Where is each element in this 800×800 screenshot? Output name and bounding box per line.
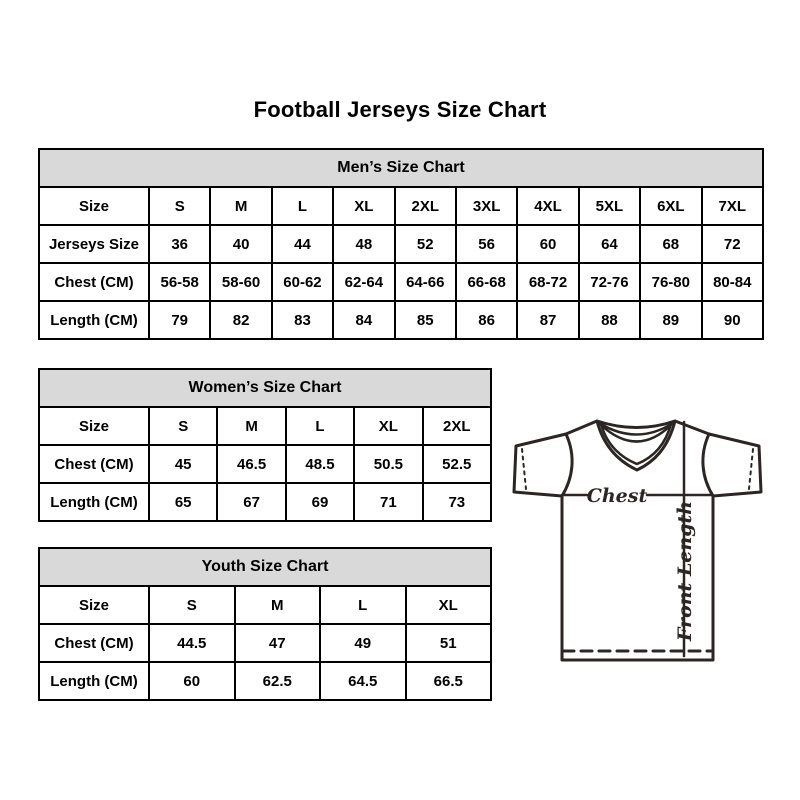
youth-cell: 64.5 xyxy=(320,662,406,700)
mens-cell: 5XL xyxy=(579,187,640,225)
womens-cell: 48.5 xyxy=(286,445,354,483)
mens-cell: 85 xyxy=(395,301,456,339)
mens-cell: 88 xyxy=(579,301,640,339)
womens-table-row xyxy=(39,407,491,445)
youth-cell: L xyxy=(320,586,406,624)
mens-table-row xyxy=(39,263,763,301)
mens-cell: 68 xyxy=(640,225,701,263)
youth-cell: S xyxy=(149,586,235,624)
mens-cell: 60-62 xyxy=(272,263,333,301)
youth-row-label: Size xyxy=(39,586,149,624)
youth-row-label: Length (CM) xyxy=(39,662,149,700)
mens-cell: XL xyxy=(333,187,394,225)
mens-cell: 64 xyxy=(579,225,640,263)
mens-cell: 79 xyxy=(149,301,210,339)
mens-cell: L xyxy=(272,187,333,225)
mens-cell: 6XL xyxy=(640,187,701,225)
womens-table-row xyxy=(39,483,491,521)
mens-row-label: Length (CM) xyxy=(39,301,149,339)
mens-cell: 60 xyxy=(517,225,578,263)
womens-cell: 71 xyxy=(354,483,422,521)
womens-table-row xyxy=(39,445,491,483)
youth-cell: 60 xyxy=(149,662,235,700)
mens-cell: 89 xyxy=(640,301,701,339)
youth-cell: 66.5 xyxy=(406,662,492,700)
youth-cell: 51 xyxy=(406,624,492,662)
youth-size-table xyxy=(38,547,492,701)
mens-cell: 84 xyxy=(333,301,394,339)
mens-cell: 68-72 xyxy=(517,263,578,301)
mens-cell: 76-80 xyxy=(640,263,701,301)
womens-cell: 65 xyxy=(149,483,217,521)
mens-cell: 3XL xyxy=(456,187,517,225)
womens-cell: XL xyxy=(354,407,422,445)
jersey-measurement-diagram xyxy=(500,408,770,670)
mens-cell: 36 xyxy=(149,225,210,263)
youth-table-row xyxy=(39,662,491,700)
youth-cell: 49 xyxy=(320,624,406,662)
mens-table-row xyxy=(39,301,763,339)
mens-cell: 62-64 xyxy=(333,263,394,301)
mens-table-row xyxy=(39,225,763,263)
womens-cell: 46.5 xyxy=(217,445,285,483)
womens-cell: 50.5 xyxy=(354,445,422,483)
womens-cell: 69 xyxy=(286,483,354,521)
mens-row-label: Size xyxy=(39,187,149,225)
mens-cell: 4XL xyxy=(517,187,578,225)
chest-label: Chest xyxy=(586,485,648,507)
mens-cell: 58-60 xyxy=(210,263,271,301)
mens-cell: 66-68 xyxy=(456,263,517,301)
youth-cell: 44.5 xyxy=(149,624,235,662)
mens-cell: 56-58 xyxy=(149,263,210,301)
mens-size-table xyxy=(38,148,764,340)
mens-row-label: Jerseys Size xyxy=(39,225,149,263)
youth-cell: 62.5 xyxy=(235,662,321,700)
womens-cell: 45 xyxy=(149,445,217,483)
mens-cell: 48 xyxy=(333,225,394,263)
womens-cell: S xyxy=(149,407,217,445)
mens-cell: 7XL xyxy=(702,187,763,225)
page-title: Football Jerseys Size Chart xyxy=(253,97,547,122)
womens-row-label: Size xyxy=(39,407,149,445)
mens-cell: 83 xyxy=(272,301,333,339)
mens-cell: 40 xyxy=(210,225,271,263)
womens-table-title: Women’s Size Chart xyxy=(39,369,491,407)
mens-cell: 86 xyxy=(456,301,517,339)
mens-row-label: Chest (CM) xyxy=(39,263,149,301)
mens-cell: S xyxy=(149,187,210,225)
jersey-diagram-svg xyxy=(500,408,770,670)
mens-cell: 82 xyxy=(210,301,271,339)
front-length-label: Front Length xyxy=(674,500,696,642)
womens-cell: 2XL xyxy=(423,407,491,445)
womens-cell: 67 xyxy=(217,483,285,521)
womens-size-table xyxy=(38,368,492,522)
mens-cell: 52 xyxy=(395,225,456,263)
womens-cell: M xyxy=(217,407,285,445)
mens-cell: 64-66 xyxy=(395,263,456,301)
mens-cell: 2XL xyxy=(395,187,456,225)
womens-cell: 52.5 xyxy=(423,445,491,483)
womens-cell: 73 xyxy=(423,483,491,521)
mens-cell: 80-84 xyxy=(702,263,763,301)
youth-table-row xyxy=(39,624,491,662)
youth-cell: 47 xyxy=(235,624,321,662)
mens-cell: 44 xyxy=(272,225,333,263)
jersey-outline xyxy=(514,421,761,660)
mens-cell: M xyxy=(210,187,271,225)
womens-row-label: Chest (CM) xyxy=(39,445,149,483)
youth-row-label: Chest (CM) xyxy=(39,624,149,662)
mens-table-row xyxy=(39,187,763,225)
youth-cell: M xyxy=(235,586,321,624)
womens-cell: L xyxy=(286,407,354,445)
mens-table-title: Men’s Size Chart xyxy=(39,149,763,187)
mens-cell: 56 xyxy=(456,225,517,263)
mens-cell: 72 xyxy=(702,225,763,263)
mens-cell: 87 xyxy=(517,301,578,339)
mens-cell: 72-76 xyxy=(579,263,640,301)
mens-cell: 90 xyxy=(702,301,763,339)
womens-row-label: Length (CM) xyxy=(39,483,149,521)
youth-table-row xyxy=(39,586,491,624)
youth-table-title: Youth Size Chart xyxy=(39,548,491,586)
youth-cell: XL xyxy=(406,586,492,624)
